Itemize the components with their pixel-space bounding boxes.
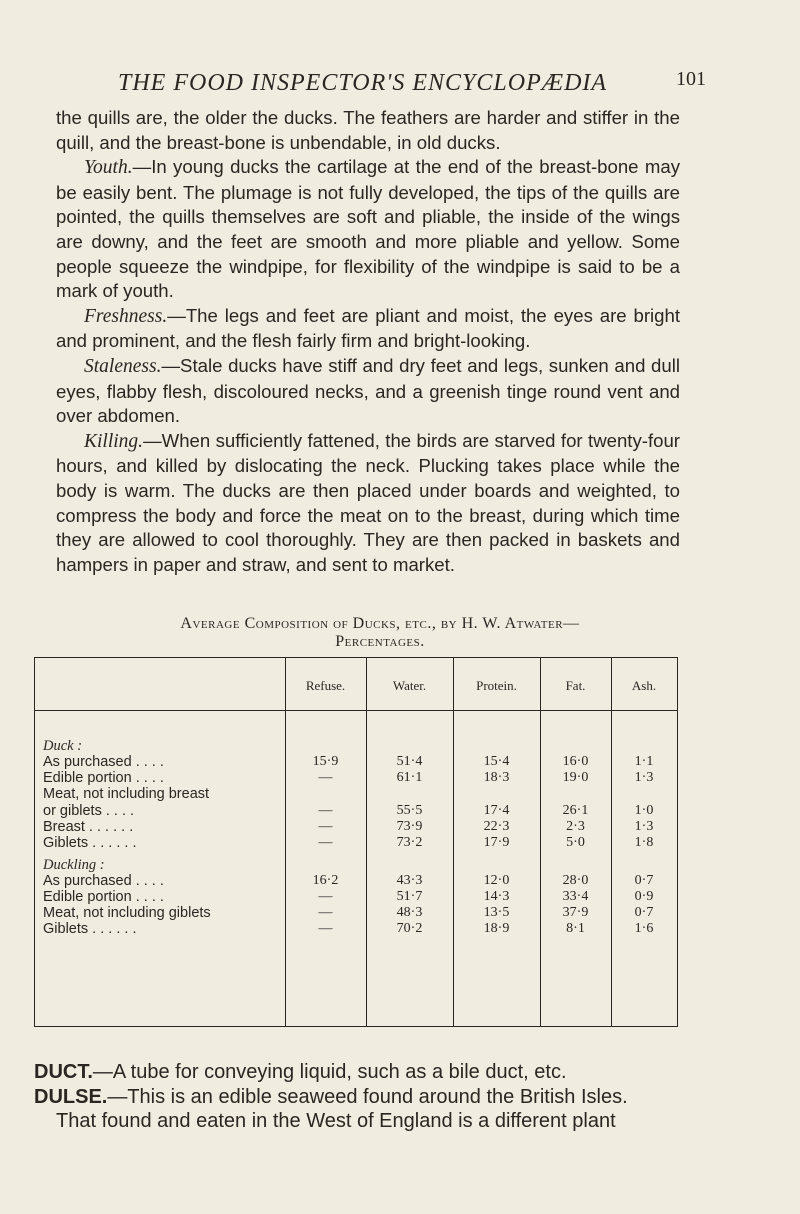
table-cell-fat: 26·1 [562, 803, 589, 818]
youth-text: —In young ducks the cartilage at the end of the breast-bone may be easily bent. The plumage is not fully developed, the tips of the quills are pointed, the quills themselves are soft and pliable, the inside of the wings are downy, and the feet are smooth and more pliable and yellow. Some people squeeze the windpipe, for flexibility of the windpipe is said to be a mark of youth. [56, 156, 680, 302]
table-row-label: Breast . . . . . . [43, 819, 134, 835]
table-cell-fat: 28·0 [562, 873, 589, 888]
table-cell-ash: 1·1 [634, 754, 654, 769]
table-title-line-1: Average Composition of Ducks, etc., by H. W. Atwater— [180, 615, 580, 632]
table-cell-ash: 0·7 [634, 905, 654, 920]
table-cell-ash: 1·0 [634, 803, 654, 818]
staleness-text: —Stale ducks have stiff and dry feet and legs, sunken and dull eyes, flabby flesh, discoloured necks, and a greenish tinge round vent and over abdomen. [56, 354, 680, 427]
composition-table [34, 657, 678, 1027]
table-cell-water: 48·3 [396, 905, 423, 920]
table-cell-protein: 17·4 [483, 803, 510, 818]
table-title-line-2: Percentages. [335, 633, 425, 650]
duct-headword: DUCT. [34, 1061, 93, 1083]
paragraph-quills: the quills are, the older the ducks. The feathers are harder and stiffer in the quill, and the breast-bone is unbendable, in old ducks. [56, 107, 680, 153]
table-section-label: Duck : [43, 738, 83, 754]
header-rule [35, 710, 677, 711]
entry-dulse [34, 1085, 694, 1110]
table-cell-refuse: — [318, 819, 333, 834]
body-text [56, 106, 680, 577]
table-cell-ash: 0·7 [634, 873, 654, 888]
paragraph-staleness [56, 354, 680, 429]
table-cell-water: 51·4 [396, 754, 423, 769]
running-head: THE FOOD INSPECTOR'S ENCYCLOPÆDIA [118, 70, 608, 96]
table-cell-fat: 2·3 [566, 819, 585, 834]
table-row-label: Meat, not including giblets [43, 905, 211, 921]
table-cell-water: 73·2 [396, 835, 423, 850]
table-cell-refuse: — [318, 889, 333, 904]
table-row-label: Edible portion . . . . [43, 770, 164, 786]
freshness-text: —The legs and feet are pliant and moist, the eyes are bright and prominent, and the flesh fairly firm and bright-looking. [56, 304, 680, 352]
table-cell-water: 70·2 [396, 921, 423, 936]
table-cell-fat: 33·4 [562, 889, 589, 904]
table-cell-refuse: 16·2 [312, 873, 339, 888]
table-row-label: Giblets . . . . . . [43, 835, 137, 851]
column-header-ash: Ash. [631, 678, 657, 693]
youth-heading: Youth. [84, 157, 133, 179]
table-cell-protein: 18·3 [483, 770, 510, 785]
dulse-definition: —This is an edible seaweed found around the British Isles. [107, 1085, 628, 1108]
table-title [70, 615, 690, 651]
table-cell-refuse: — [318, 835, 333, 850]
table-cell-refuse: 15·9 [312, 754, 339, 769]
killing-text: —When sufficiently fattened, the birds are starved for twenty-four hours, and killed by dislocating the neck. Plucking takes place while the body is warm. The ducks are then placed under boards and weighted, to compress the body and force the meat on to the breast, during which time they are allowed to cool thoroughly. They are then packed in baskets and hampers in paper and straw, and sent to market. [56, 429, 680, 575]
table-row-label: Edible portion . . . . [43, 889, 164, 905]
table-cell-fat: 16·0 [562, 754, 589, 769]
table-cell-protein: 22·3 [483, 819, 510, 834]
table-cell-protein: 12·0 [483, 873, 510, 888]
table-row-label: Meat, not including breast [43, 786, 210, 802]
table-cell-refuse: — [318, 921, 333, 936]
table-cell-protein: 18·9 [483, 921, 510, 936]
paragraph-killing [56, 429, 680, 578]
freshness-heading: Freshness. [84, 305, 168, 327]
table-cell-water: 43·3 [396, 873, 423, 888]
table-cell-water: 51·7 [396, 889, 423, 904]
table-row-label: As purchased . . . . [43, 873, 164, 889]
table-cell-protein: 17·9 [483, 835, 510, 850]
column-header-protein: Protein. [476, 678, 517, 693]
table-row-label: As purchased . . . . [43, 754, 164, 770]
entry-duct [34, 1060, 694, 1085]
table-cell-protein: 14·3 [483, 889, 510, 904]
duct-definition: —A tube for conveying liquid, such as a bile duct, etc. [92, 1061, 567, 1083]
table-cell-refuse: — [318, 803, 333, 818]
table-cell-refuse: — [318, 770, 333, 785]
table-cell-refuse: — [318, 905, 333, 920]
table-cell-fat: 8·1 [566, 921, 585, 936]
table-cell-water: 61·1 [396, 770, 423, 785]
column-header-refuse: Refuse. [305, 678, 346, 693]
table-cell-ash: 1·3 [634, 770, 654, 785]
dictionary-entries [34, 1060, 694, 1134]
killing-heading: Killing. [84, 430, 144, 452]
paragraph-freshness [56, 304, 680, 354]
table-cell-ash: 1·6 [634, 921, 654, 936]
table-section-label: Duckling : [43, 857, 105, 873]
table-cell-ash: 1·3 [634, 819, 654, 834]
table-cell-water: 73·9 [396, 819, 423, 834]
table-cell-protein: 13·5 [483, 905, 510, 920]
column-header-water: Water. [392, 678, 427, 693]
table-cell-ash: 1·8 [634, 835, 654, 850]
table-cell-protein: 15·4 [483, 754, 510, 769]
table-row-label: or giblets . . . . [43, 803, 135, 819]
table-cell-water: 55·5 [396, 803, 423, 818]
table-cell-fat: 37·9 [562, 905, 589, 920]
page-number: 101 [676, 68, 706, 90]
staleness-heading: Staleness. [84, 355, 162, 377]
table-row-label: Giblets . . . . . . [43, 921, 137, 937]
dulse-headword: DULSE. [34, 1085, 108, 1108]
column-header-fat: Fat. [565, 678, 586, 693]
table-cell-fat: 19·0 [562, 770, 589, 785]
table-cell-fat: 5·0 [566, 835, 585, 850]
table-cell-ash: 0·9 [634, 889, 654, 904]
paragraph-youth [56, 155, 680, 304]
dulse-continuation: That found and eaten in the West of England is a different plant [56, 1110, 616, 1132]
